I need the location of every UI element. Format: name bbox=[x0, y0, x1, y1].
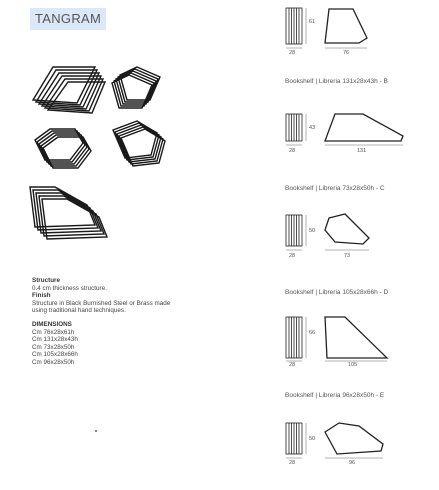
drawing-d-side-width: 28 bbox=[289, 362, 296, 368]
dimension-item: Cm 131x28x43h bbox=[32, 336, 78, 344]
dimensions-heading: DIMENSIONS bbox=[32, 320, 72, 328]
drawing-d-label: Bookshelf | Libreria 105x28x66h - D bbox=[285, 289, 389, 296]
product-illustration bbox=[25, 55, 165, 245]
finish-text-line-1: Structure in Black Burnished Steel or Brass made bbox=[32, 299, 171, 307]
drawing-c-label: Bookshelf | Libreria 73x28x50h - C bbox=[285, 185, 385, 192]
dimension-item: Cm 105x28x66h bbox=[32, 351, 78, 359]
illustration-shelf-d bbox=[113, 121, 165, 166]
structure-text: 0.4 cm thickness structure. bbox=[32, 284, 107, 292]
drawing-e-top-width: 96 bbox=[349, 460, 356, 466]
drawing-e bbox=[283, 418, 403, 468]
drawing-d-side-height: 66 bbox=[309, 330, 316, 336]
drawing-c-side-height: 50 bbox=[309, 228, 316, 234]
drawing-c-top-width: 73 bbox=[344, 253, 351, 259]
illustration-shelf-c bbox=[35, 129, 91, 168]
drawing-a-side-height: 61 bbox=[309, 19, 316, 25]
finish-heading: Finish bbox=[32, 292, 51, 300]
drawing-d-top-width: 105 bbox=[348, 362, 358, 368]
drawing-b-top-width: 131 bbox=[357, 148, 367, 154]
drawing-c bbox=[283, 210, 393, 260]
drawing-b-side-height: 43 bbox=[309, 125, 316, 131]
drawing-e-side-height: 50 bbox=[309, 436, 316, 442]
stray-mark bbox=[95, 430, 97, 432]
dimension-item: Cm 73x28x50h bbox=[32, 343, 75, 351]
drawing-a-side-width: 28 bbox=[289, 50, 296, 56]
product-description bbox=[32, 277, 202, 367]
drawing-b bbox=[283, 106, 423, 156]
illustration-shelf-e bbox=[30, 187, 107, 239]
drawing-e-side-width: 28 bbox=[289, 460, 296, 466]
illustration-shelf-a bbox=[33, 67, 105, 113]
structure-heading: Structure bbox=[32, 277, 60, 284]
finish-text-line-2: using traditional hand techniques. bbox=[32, 307, 126, 315]
drawing-e-label: Bookshelf | Libreria 96x28x50h - E bbox=[285, 392, 385, 399]
drawing-a bbox=[283, 6, 403, 66]
page-title: TANGRAM bbox=[30, 8, 106, 30]
dimension-item: Cm 96x28x50h bbox=[32, 358, 75, 366]
drawing-b-label: Bookshelf | Libreria 131x28x43h - B bbox=[285, 78, 388, 85]
illustration-shelf-b bbox=[112, 67, 160, 108]
dimension-item: Cm 76x28x61h bbox=[32, 328, 75, 336]
drawing-b-side-width: 28 bbox=[289, 148, 296, 154]
drawing-a-top-width: 76 bbox=[343, 50, 350, 56]
drawing-c-side-width: 28 bbox=[289, 253, 296, 259]
